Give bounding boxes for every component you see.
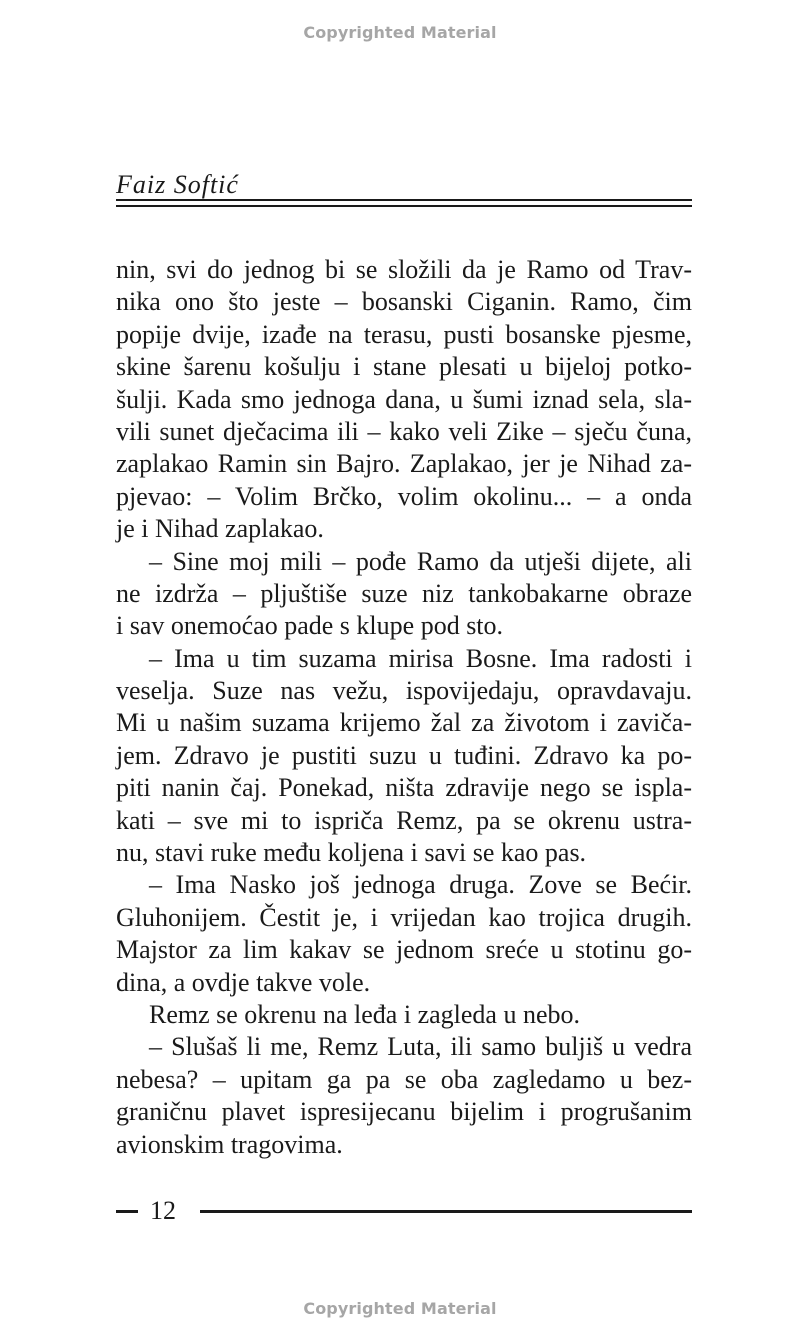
text-line: Gluhonijem. Čestit je, i vrijedan kao trojica drugih.	[116, 902, 692, 932]
text-line: šulji. Kada smo jednoga dana, u šumi iznad sela, sla-	[116, 384, 692, 414]
text-line: – Ima Nasko još jednoga druga. Zove se Bećir.	[149, 870, 692, 900]
header-rule-top	[116, 199, 692, 201]
paragraph	[116, 869, 692, 999]
text-line: Remz se okrenu na leđa i zagleda u nebo.	[149, 999, 580, 1029]
paragraph	[116, 1031, 692, 1161]
text-line: nika ono što jeste – bosanski Ciganin. Ramo, čim	[116, 287, 692, 317]
text-line: skine šarenu košulju i stane plesati u bijeloj potko-	[116, 352, 692, 382]
text-line: Mi u našim suzama krijemo žal za životom i zaviča-	[116, 708, 692, 738]
footer-rule	[200, 1210, 692, 1213]
text-line: veselja. Suze nas vežu, ispovijedaju, opravdavaju.	[116, 676, 692, 706]
text-line: piti nanin čaj. Ponekad, ništa zdravije nego se ispla-	[116, 773, 692, 803]
text-line: ne izdrža – pljuštiše suze niz tankobakarne obraze	[116, 578, 692, 608]
paragraph	[116, 254, 692, 546]
header-rule-bottom	[116, 205, 692, 207]
text-line: je i Nihad zaplakao.	[116, 514, 324, 544]
text-line: nin, svi do jednog bi se složili da je Ramo od Trav-	[116, 255, 692, 284]
text-line: avionskim tragovima.	[116, 1129, 343, 1159]
running-header-author: Faiz Softić	[116, 170, 239, 199]
paragraph	[116, 999, 692, 1031]
text-line: i sav onemoćao pade s klupe pod sto.	[116, 611, 504, 641]
text-line: zaplakao Ramin sin Bajro. Zaplakao, jer je Nihad za-	[116, 449, 692, 479]
text-line: pjevao: – Volim Brčko, volim okolinu... – a onda	[116, 481, 692, 511]
text-line: – Slušaš li me, Remz Luta, ili samo buljiš u vedra	[149, 1032, 692, 1062]
paragraph	[116, 546, 692, 643]
text-line: kati – sve mi to ispriča Remz, pa se okrenu ustra-	[116, 805, 692, 835]
text-line: dina, a ovdje takve vole.	[116, 967, 371, 997]
page-body	[116, 254, 692, 1161]
watermark-bottom: Copyrighted Material	[303, 1299, 497, 1318]
text-line: vili sunet dječacima ili – kako veli Zike – sječu čuna,	[116, 416, 692, 446]
page-number: 12	[150, 1196, 176, 1225]
text-line: Majstor za lim kakav se jednom sreće u stotinu go-	[116, 935, 692, 965]
text-line: popije dvije, izađe na terasu, pusti bosanske pjesme,	[116, 319, 692, 349]
text-line: nebesa? – upitam ga pa se oba zagledamo u bez-	[116, 1064, 692, 1094]
watermark-top: Copyrighted Material	[303, 23, 497, 42]
text-line: – Ima u tim suzama mirisa Bosne. Ima radosti i	[149, 643, 692, 673]
footer-dash	[116, 1210, 138, 1213]
text-line: jem. Zdravo je pustiti suzu u tuđini. Zdravo ka po-	[116, 740, 692, 770]
text-line: – Sine moj mili – pođe Ramo da utješi dijete, ali	[149, 546, 692, 576]
text-line: nu, stavi ruke među koljena i savi se kao pas.	[116, 838, 587, 868]
text-line: graničnu plavet ispresijecanu bijelim i progrušanim	[116, 1097, 692, 1127]
paragraph	[116, 643, 692, 870]
